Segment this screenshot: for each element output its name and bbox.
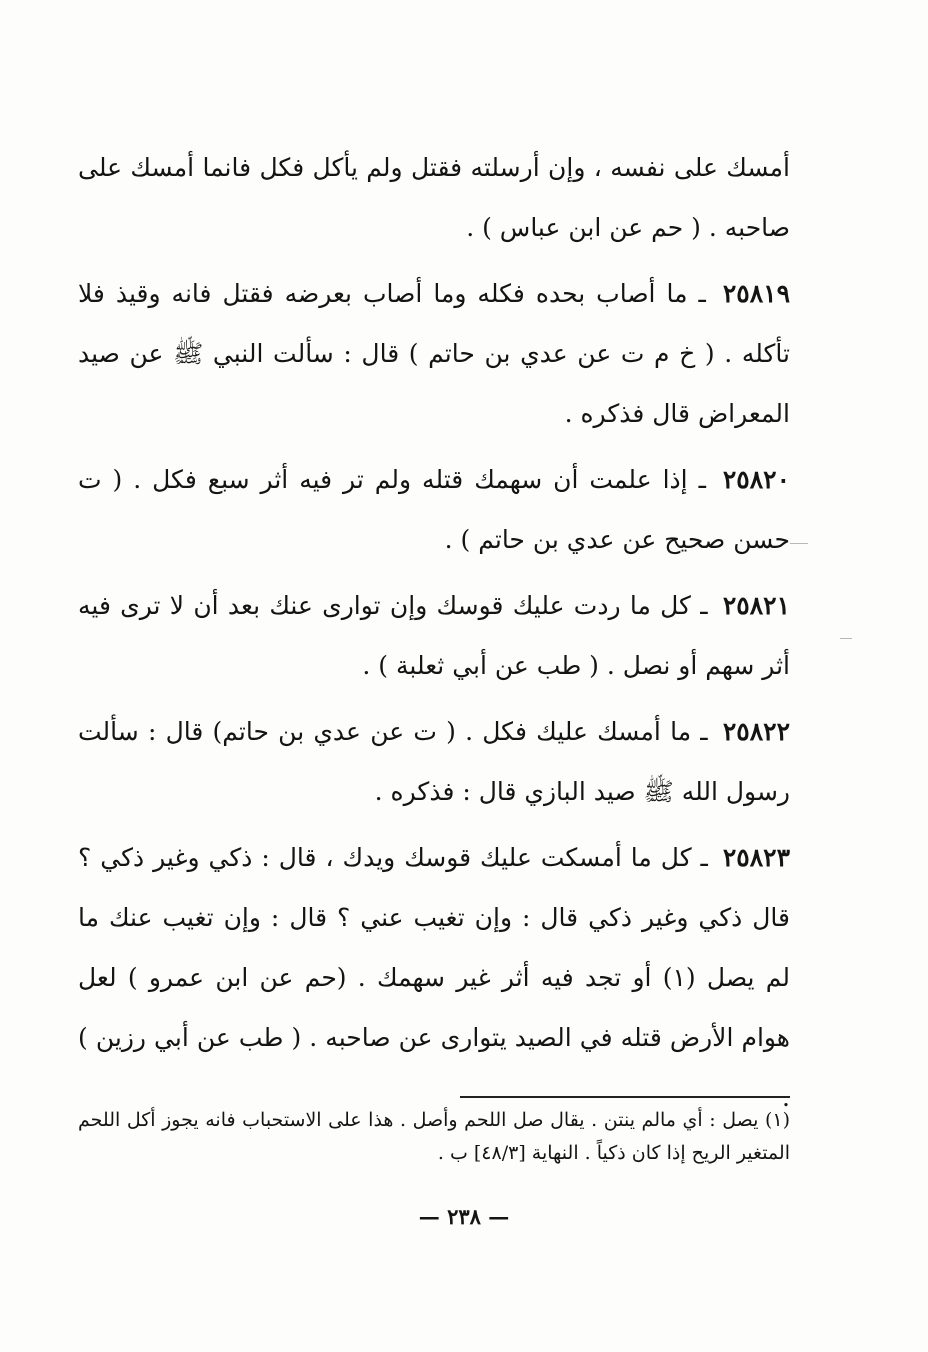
hadith-entry (78, 264, 790, 444)
entry-number: ٢٥٨٢٠ (722, 465, 790, 494)
entry-text: ـ كل ما ردت عليك قوسك وإن توارى عنك بعد أن لا ترى فيه أثر سهم أو نصل . ( طب عن أبي ثعلبة ) . (78, 591, 790, 680)
hadith-entry (78, 576, 790, 696)
hadith-entry (78, 828, 790, 1128)
footnote-divider (460, 1096, 790, 1098)
page-number: — ٢٣٨ — (418, 1204, 510, 1229)
main-text (78, 138, 790, 1128)
entry-number: ٢٥٨٢١ (722, 591, 790, 620)
scan-mark (790, 543, 808, 544)
paragraph-continuation (78, 138, 790, 258)
entry-text: ـ ما أصاب بحده فكله وما أصاب بعرضه فقتل فانه وقيذ فلا تأكله . ( خ م ت عن عدي بن حاتم ) قال : سألت النبي ﷺ عن صيد المعراض قال فذكره . (78, 279, 790, 428)
entry-number: ٢٥٨١٩ (722, 279, 790, 308)
hadith-entry (78, 702, 790, 822)
entry-text: ـ ما أمسك عليك فكل . ( ت عن عدي بن حاتم) قال : سألت رسول الله ﷺ صيد البازي قال : فذكره . (78, 717, 790, 806)
footnote-text: (١) يصل : أي مالم ينتن . يقال صل اللحم وأصل . هذا على الاستحباب فانه يجوز أكل اللحم المتغير الريح إذا كان ذكياً . النهاية [٤٨/٣] ب . (78, 1109, 790, 1164)
entry-text: ـ إذا علمت أن سهمك قتله ولم تر فيه أثر سبع فكل . ( ت حسن صحيح عن عدي بن حاتم ) . (78, 465, 790, 554)
paragraph-text: أمسك على نفسه ، وإن أرسلته فقتل ولم يأكل فكل فانما أمسك على صاحبه . ( حم عن ابن عباس ) . (78, 153, 790, 242)
scan-mark (840, 638, 852, 639)
footnote (78, 1104, 790, 1170)
entry-number: ٢٥٨٢٣ (722, 843, 790, 872)
hadith-entry (78, 450, 790, 570)
entry-number: ٢٥٨٢٢ (722, 717, 790, 746)
entry-text: ـ كل ما أمسكت عليك قوسك ويدك ، قال : ذكي وغير ذكي ؟ قال ذكي وغير ذكي قال : وإن تغيب عني ؟ قال : وإن تغيب عنك ما لم يصل (١) أو تجد فيه أثر غير سهمك . (حم عن ابن عمرو ) لعل هوام الأرض قتله في الصيد يتوارى عن صاحبه . ( طب عن أبي رزين ) (78, 843, 790, 1052)
